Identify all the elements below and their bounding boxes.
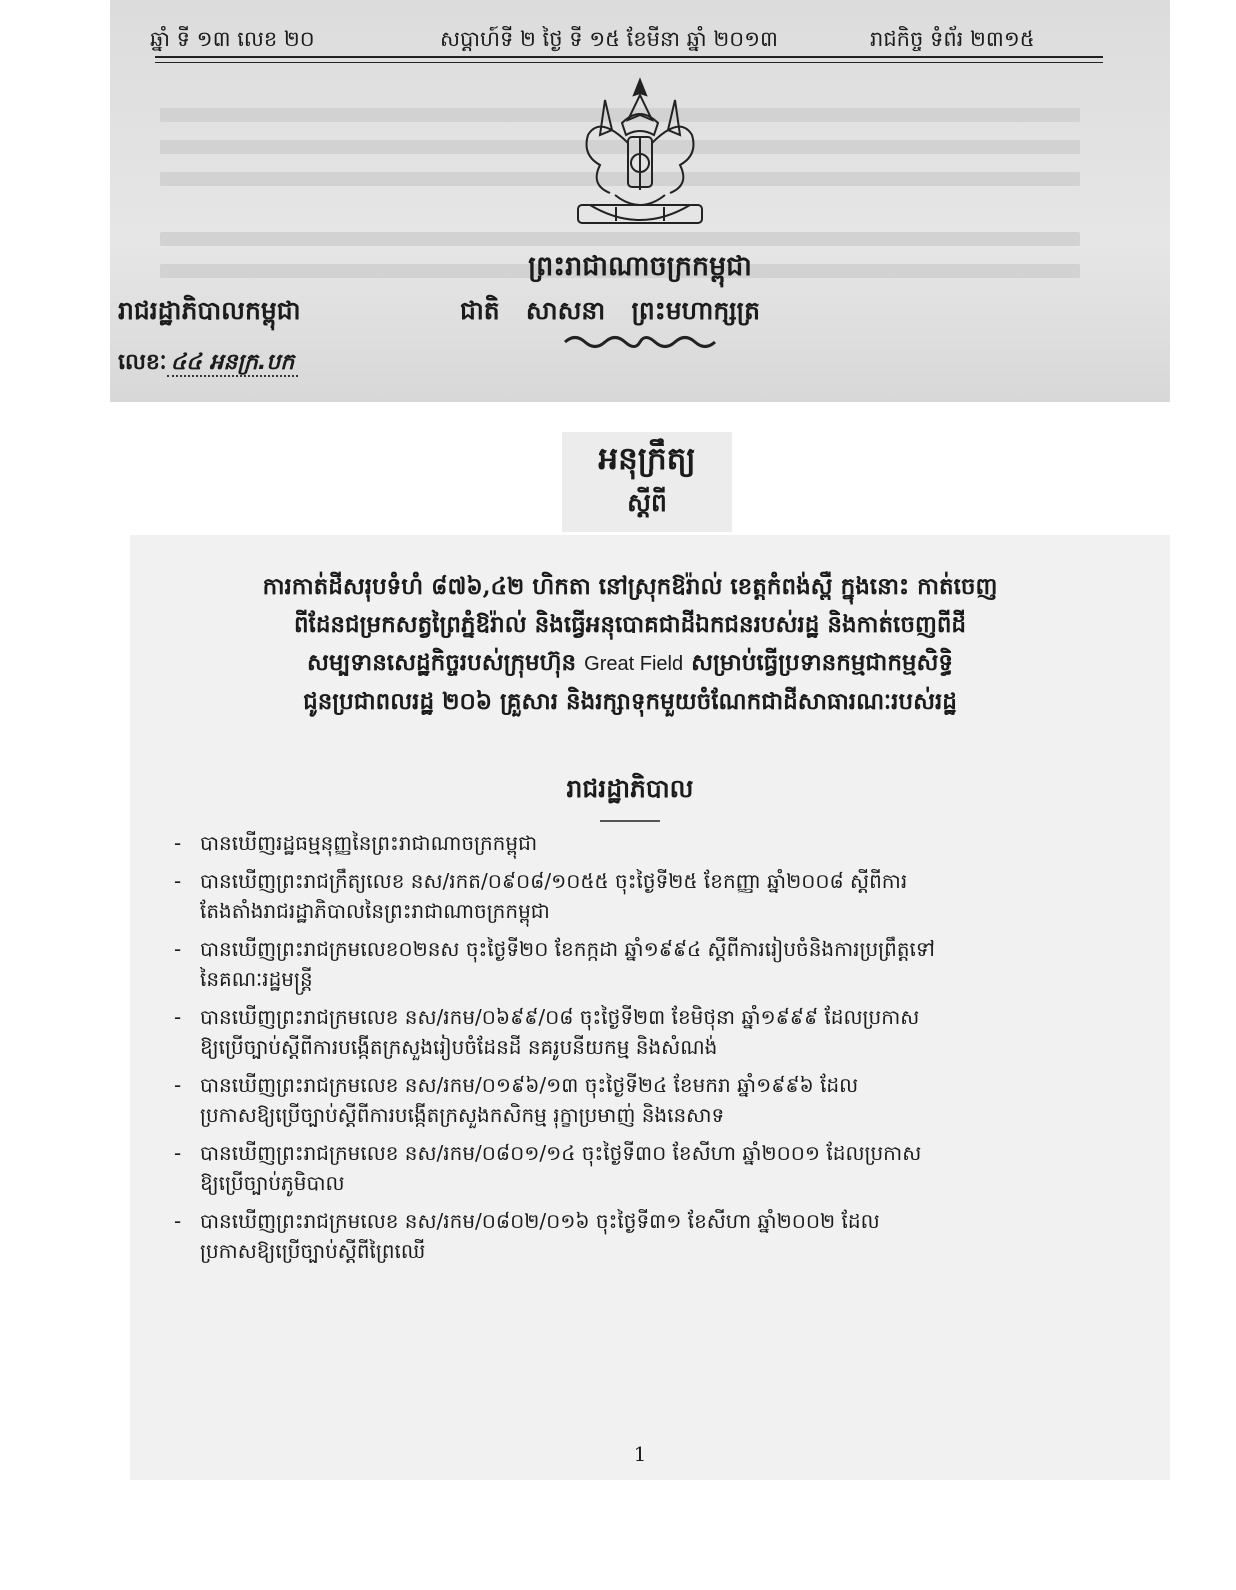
item-text-continued: ប្រកាសឱ្យប្រើច្បាប់ស្តីពីព្រៃឈើ — [200, 1239, 426, 1263]
document-type: អនុក្រឹត្យ — [598, 441, 696, 477]
ornament-divider-icon — [560, 333, 720, 351]
company-name: Great Field — [584, 653, 684, 675]
document-on: ស្តីពី — [627, 488, 667, 517]
title-line: ពីដែនជម្រកសត្វព្រៃភ្នំឱរ៉ាល់ និងធ្វើអនុបោគជាដីឯកជនរបស់រដ្ឋ និងកាត់ចេញពីដី — [293, 611, 967, 638]
item-text-continued: ប្រកាសឱ្យប្រើច្បាប់ស្តីពីការបង្កើតក្រសួងកសិកម្ម រុក្ខាប្រមាញ់ និងនេសាទ — [200, 1103, 725, 1127]
document-number-value: ៤៤ អនក្រ.បក — [167, 350, 299, 377]
legal-basis-list — [172, 828, 1122, 1274]
item-text: បានឃើញរដ្ឋធម្មនុញ្ញនៃព្រះរាជាណាចក្រកម្ពុជា — [200, 831, 538, 855]
header-gazette-page: រាជកិច្ច ទំព័រ ២៣១៥ — [870, 27, 1035, 51]
item-text-continued: ឱ្យប្រើច្បាប់ភូមិបាល — [200, 1171, 345, 1195]
list-item — [172, 1070, 1122, 1130]
issuing-government: រាជរដ្ឋាភិបាលកម្ពុជា — [118, 296, 301, 325]
item-text: បានឃើញព្រះរាជក្រឹត្យលេខ នស/រកត/០៩០៨/១០៥៥ ចុះថ្ងៃទី២៥ ខែកញ្ញា ឆ្នាំ២០០៨ ស្តីពីការ — [200, 869, 908, 893]
document-title — [180, 568, 1080, 721]
title-line: ការកាត់ដីសរុបទំហំ ៨៧៦,៤២ ហិកតា នៅស្រុកឱរ៉ាល់ ខេត្តកំពង់ស្ពឺ ក្នុងនោះ កាត់ចេញ — [262, 573, 998, 600]
list-item — [172, 1002, 1122, 1062]
list-item — [172, 866, 1122, 926]
bullet-dash: - — [174, 831, 182, 855]
item-text: បានឃើញព្រះរាជក្រមលេខ នស/រកម/០១៩៦/១៣ ចុះថ្ងៃទី២៤ ខែមករា ឆ្នាំ១៩៩៦ ដែល — [200, 1073, 859, 1097]
list-item — [172, 828, 1122, 858]
subheading-government: រាជរដ្ឋាភិបាល — [566, 774, 694, 803]
gazette-header — [150, 14, 1100, 54]
royal-emblem-icon — [560, 75, 720, 240]
bullet-dash: - — [174, 869, 182, 893]
bullet-dash: - — [174, 1005, 182, 1029]
header-year-issue: ឆ្នាំ ទី ១៣ លេខ ២០ — [150, 27, 315, 51]
header-date: សប្តាហ៍ទី ២ ថ្ងៃ ទី ១៥ ខែមីនា ឆ្នាំ ២០១៣ — [440, 27, 778, 51]
header-rule-thin — [155, 62, 1103, 63]
motto-king: ព្រះមហាក្សត្រ — [631, 296, 760, 325]
document-number-label: លេខៈ — [118, 350, 167, 375]
kingdom-name: ព្រះរាជាណាចក្រកម្ពុជា — [528, 251, 752, 282]
item-text-continued: ឱ្យប្រើច្បាប់ស្តីពីការបង្កើតក្រសួងរៀបចំដែនដី នគរូបនីយកម្ម និងសំណង់ — [200, 1035, 718, 1059]
national-motto — [460, 296, 760, 332]
item-text: បានឃើញព្រះរាជក្រមលេខ នស/រកម/០៨០២/០១៦ ចុះថ្ងៃទី៣១ ខែសីហា ឆ្នាំ២០០២ ដែល — [200, 1209, 880, 1233]
item-text: បានឃើញព្រះរាជក្រមលេខ០២នស ចុះថ្ងៃទី២០ ខែកក្កដា ឆ្នាំ១៩៩៤ ស្តីពីការរៀបចំនិងការប្រព្រឹត្តទៅ — [200, 937, 935, 961]
title-line: ជូនប្រជាពលរដ្ឋ ២០៦ គ្រួសារ និងរក្សាទុកមួយចំណែកជាដីសាធារណៈរបស់រដ្ឋ — [303, 688, 957, 715]
page-number: 1 — [633, 1442, 647, 1466]
list-item — [172, 1138, 1122, 1198]
bullet-dash: - — [174, 1141, 182, 1165]
list-item — [172, 934, 1122, 994]
document-number — [118, 348, 298, 380]
title-line — [180, 644, 1080, 683]
header-rule — [155, 56, 1103, 58]
motto-religion: សាសនា — [525, 296, 606, 325]
item-text-continued: តែងតាំងរាជរដ្ឋាភិបាលនៃព្រះរាជាណាចក្រកម្ពុជា — [200, 899, 550, 923]
subheading-underline — [600, 820, 660, 822]
item-text-continued: នៃគណៈរដ្ឋមន្ត្រី — [200, 967, 313, 991]
list-item — [172, 1206, 1122, 1266]
item-text: បានឃើញព្រះរាជក្រមលេខ នស/រកម/០៨០១/១៤ ចុះថ្ងៃទី៣០ ខែសីហា ឆ្នាំ២០០១ ដែលប្រកាស — [200, 1141, 922, 1165]
bullet-dash: - — [174, 1209, 182, 1233]
bullet-dash: - — [174, 1073, 182, 1097]
bullet-dash: - — [174, 937, 182, 961]
motto-nation: ជាតិ — [460, 296, 500, 325]
item-text: បានឃើញព្រះរាជក្រមលេខ នស/រកម/០៦៩៩/០៨ ចុះថ្ងៃទី២៣ ខែមិថុនា ឆ្នាំ១៩៩៩ ដែលប្រកាស — [200, 1005, 920, 1029]
title-segment: សម្បទានសេដ្ឋកិច្ចរបស់ក្រុមហ៊ុន — [306, 649, 577, 676]
title-segment: សម្រាប់ធ្វើប្រទានកម្មជាកម្មសិទ្ធិ — [691, 649, 954, 676]
